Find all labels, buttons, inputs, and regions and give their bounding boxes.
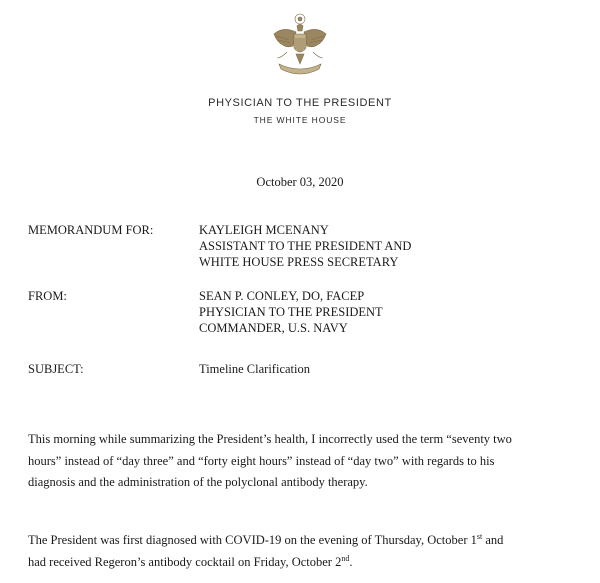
paragraph-line: diagnosis and the administration of the polyclonal antibody therapy.: [28, 475, 368, 489]
subject-value: Timeline Clarification: [199, 362, 310, 376]
sender-line: SEAN P. CONLEY, DO, FACEP: [199, 289, 365, 303]
paragraph-line: This morning while summarizing the President’s health, I incorrectly used the term “seventy two: [28, 432, 512, 446]
sender-line: PHYSICIAN TO THE PRESIDENT: [199, 305, 383, 319]
letterhead-subtitle: THE WHITE HOUSE: [253, 115, 347, 125]
subject-label: SUBJECT:: [28, 362, 84, 376]
paragraph-text: .: [349, 554, 353, 569]
paragraph-text: and: [482, 533, 504, 547]
memo-date: October 03, 2020: [256, 175, 344, 189]
sender-line: COMMANDER, U.S. NAVY: [199, 321, 348, 335]
body-paragraph-2: [28, 530, 583, 573]
recipient-line: WHITE HOUSE PRESS SECRETARY: [199, 255, 399, 269]
paragraph-line: [28, 530, 583, 552]
body-paragraph-1: [28, 429, 583, 494]
ordinal-suffix: st: [476, 531, 483, 541]
from-label: FROM:: [28, 289, 67, 303]
ordinal-suffix: nd: [341, 553, 350, 563]
recipient-line: ASSISTANT TO THE PRESIDENT AND: [199, 239, 412, 253]
paragraph-text: had received Regeron’s antibody cocktail on Friday, October 2: [28, 554, 342, 569]
paragraph-text: The President was first diagnosed with COVID-19 on the evening of Thursday, October 1: [28, 533, 477, 547]
paragraph-line: [28, 552, 583, 574]
letterhead-title: PHYSICIAN TO THE PRESIDENT: [208, 97, 392, 109]
from-value: [199, 288, 383, 336]
recipient-line: KAYLEIGH MCENANY: [199, 223, 329, 237]
memorandum-for-label: MEMORANDUM FOR:: [28, 223, 154, 237]
eagle-seal-icon: [269, 12, 331, 80]
paragraph-line: hours” instead of “day three” and “forty eight hours” instead of “day two” with regards to his: [28, 453, 495, 468]
memorandum-for-value: [199, 222, 411, 270]
